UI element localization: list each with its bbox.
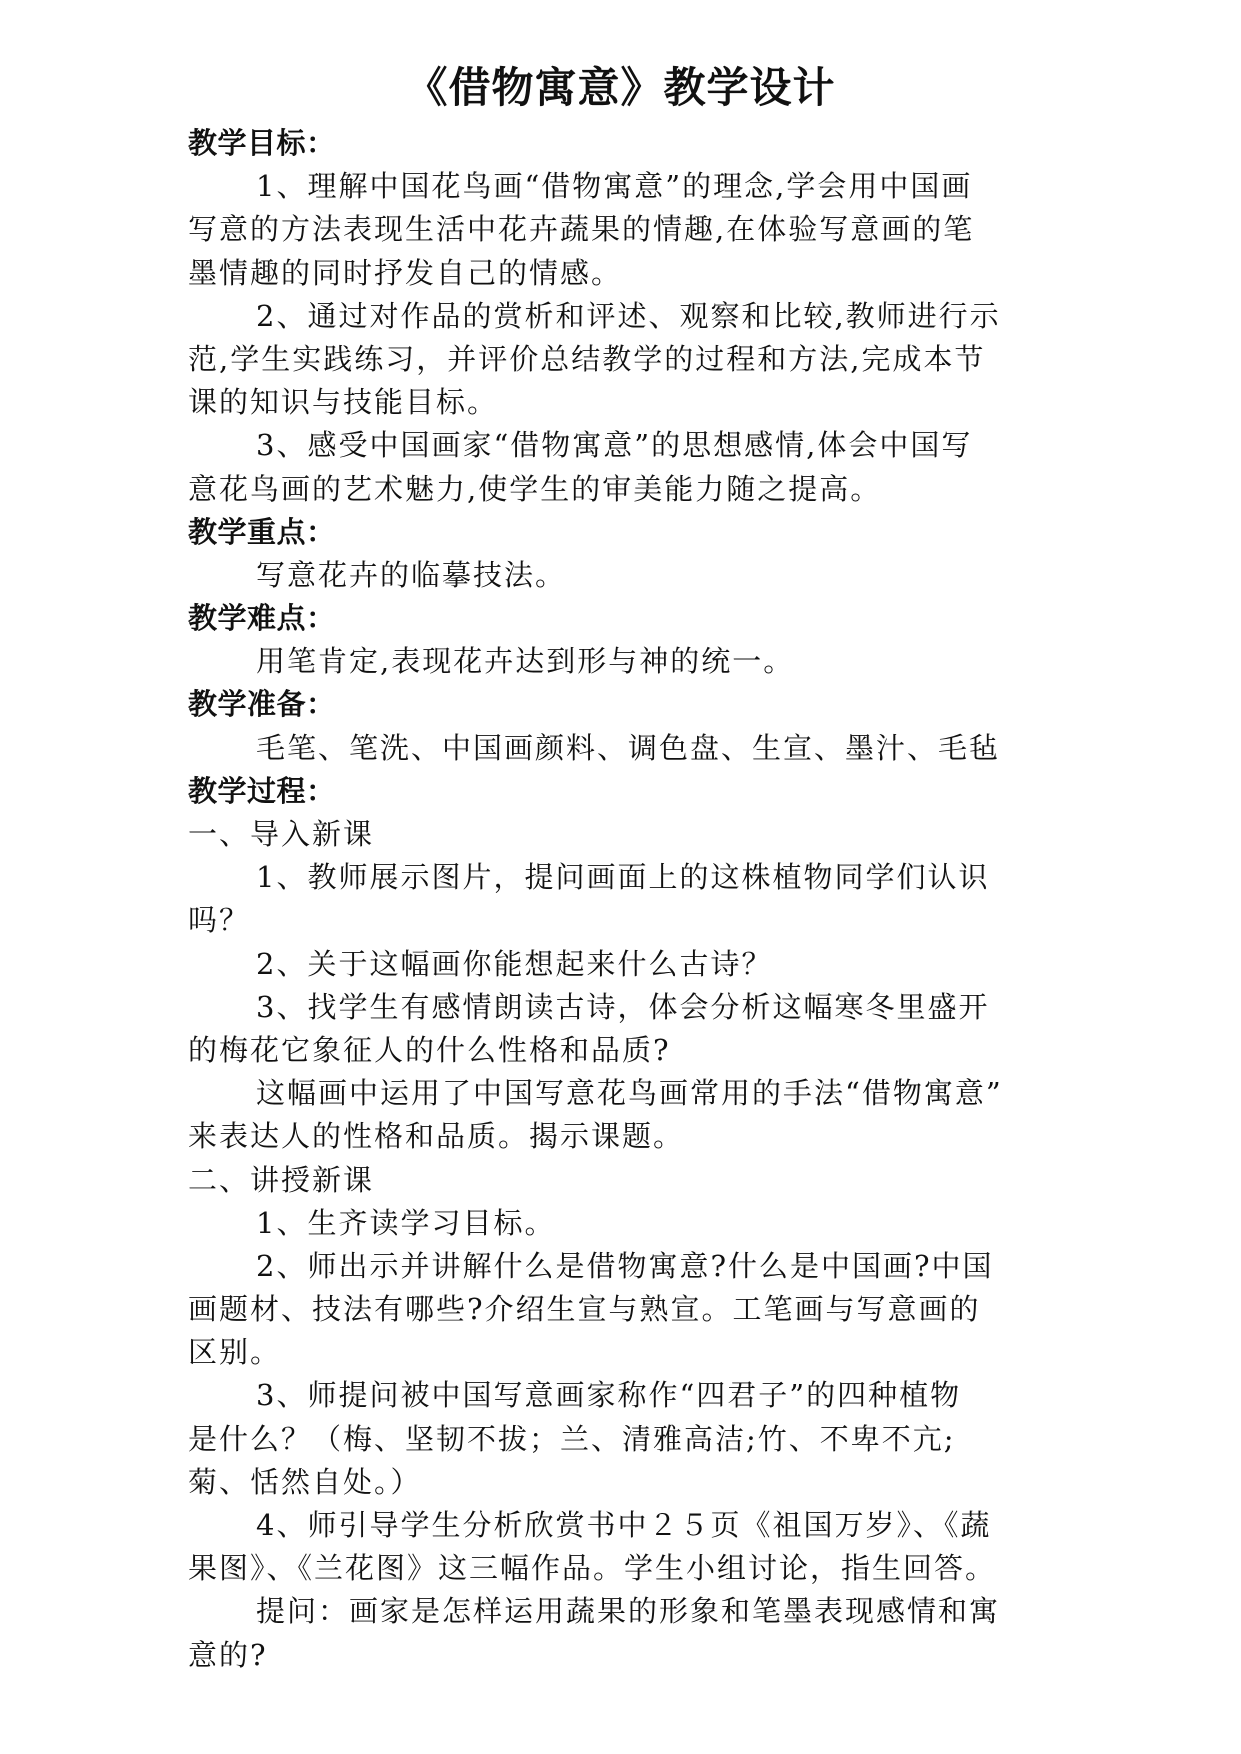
text-line: 吗？: [188, 903, 251, 938]
text-line: 毛笔、笔洗、中国画颜料、调色盘、生宣、墨汁、毛毡: [256, 730, 1001, 765]
text-line: 1、教师展示图片，提问画面上的这株植物同学们认识: [256, 860, 990, 895]
text-line: 3、师提问被中国写意画家称作“四君子”的四种植物: [256, 1378, 962, 1413]
text-line: 2、关于这幅画你能想起来什么古诗？: [256, 946, 773, 981]
text-line: 墨情趣的同时抒发自己的情感。: [188, 255, 623, 290]
text-line: 这幅画中运用了中国写意花鸟画常用的手法“借物寓意”: [256, 1076, 1003, 1111]
document-body: [188, 122, 1058, 1677]
section-heading: 教学重点：: [188, 514, 336, 549]
text-line: 二、讲授新课: [188, 1162, 375, 1197]
document-title: 《借物寓意》教学设计: [405, 63, 836, 112]
section-heading: 教学过程：: [188, 773, 336, 808]
text-line: 课的知识与技能目标。: [188, 385, 499, 420]
text-line: 2、通过对作品的赏析和评述、观察和比较,教师进行示: [256, 298, 1001, 333]
text-line: 用笔肯定,表现花卉达到形与神的统一。: [256, 644, 795, 679]
section-heading: 教学目标：: [188, 126, 336, 160]
text-line: 3、感受中国画家“借物寓意”的思想感情,体会中国写: [256, 428, 973, 463]
text-line: 区别。: [188, 1335, 282, 1370]
section-heading: 教学难点：: [188, 601, 336, 636]
text-line: 画题材、技法有哪些?介绍生宣与熟宣。工笔画与写意画的: [188, 1292, 981, 1327]
text-line: 菊、恬然自处。）: [188, 1464, 422, 1499]
text-line: 写意花卉的临摹技法。: [256, 557, 567, 592]
text-line: 1、理解中国花鸟画“借物寓意”的理念,学会用中国画: [256, 169, 973, 204]
text-line: 来表达人的性格和品质。揭示课题。: [188, 1119, 685, 1154]
text-line: 2、师出示并讲解什么是借物寓意?什么是中国画?中国: [256, 1248, 994, 1283]
text-line: 是什么？（梅、坚韧不拔；兰、清雅高洁;竹、不卑不亢;: [188, 1421, 956, 1456]
text-line: 写意的方法表现生活中花卉蔬果的情趣,在体验写意画的笔: [188, 212, 975, 247]
text-line: 意花鸟画的艺术魅力,使学生的审美能力随之提高。: [188, 471, 882, 506]
section-heading: 教学准备：: [188, 687, 336, 722]
text-line: 一、导入新课: [188, 817, 375, 851]
text-line: 1、生齐读学习目标。: [256, 1205, 556, 1240]
text-line: 的梅花它象征人的什么性格和品质?: [188, 1032, 671, 1067]
text-line: 4、师引导学生分析欣赏书中２５页《祖国万岁》、《蔬: [256, 1508, 992, 1542]
text-line: 提问：画家是怎样运用蔬果的形象和笔墨表现感情和寓: [256, 1594, 1001, 1629]
text-line: 3、找学生有感情朗读古诗，体会分析这幅寒冬里盛开: [256, 989, 990, 1024]
text-line: 果图》、《兰花图》这三幅作品。学生小组讨论，指生回答。: [188, 1551, 997, 1586]
text-line: 意的?: [188, 1637, 268, 1672]
text-line: 范,学生实践练习，并评价总结教学的过程和方法,完成本节: [188, 341, 986, 376]
